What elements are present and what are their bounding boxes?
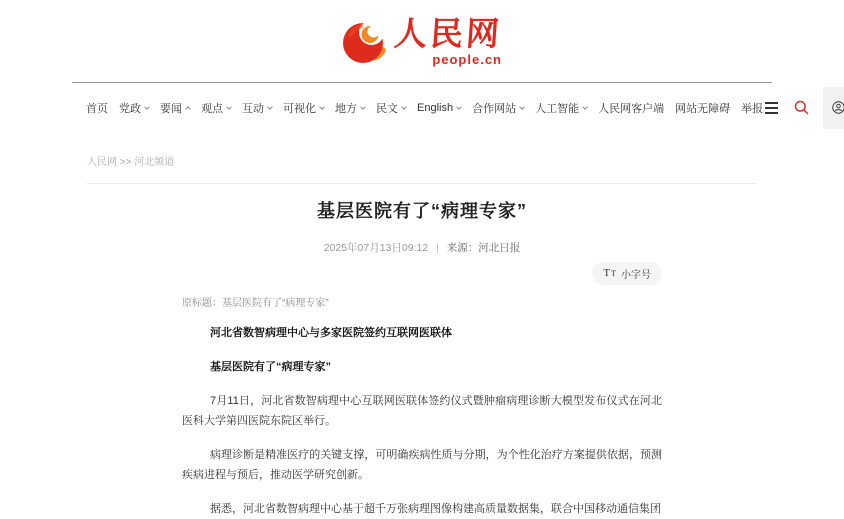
article-subtitle: 基层医院有了“病理专家” — [210, 361, 331, 373]
chevron-down-icon — [456, 104, 462, 110]
nav-items — [86, 100, 763, 116]
chevron-down-icon — [360, 104, 366, 110]
login-button[interactable] — [823, 87, 844, 129]
nav-item-label: 人工智能 — [535, 102, 580, 115]
nav-item-label: 要闻 — [160, 102, 182, 115]
nav-item-hezuowangzhan[interactable] — [472, 100, 524, 116]
chevron-down-icon — [582, 104, 588, 110]
chevron-down-icon — [144, 104, 150, 110]
site-logo[interactable] — [342, 14, 504, 67]
nav-item-minwen[interactable] — [376, 100, 406, 116]
breadcrumb-bar — [72, 132, 772, 183]
article-date: 2025年07月13日09:12 — [323, 242, 429, 254]
nav-item-yaowen[interactable] — [160, 100, 190, 116]
nav-item-label: 观点 — [201, 102, 223, 115]
article-subtitle: 河北省数智病理中心与多家医院签约互联网医联体 — [210, 327, 452, 339]
nav-item-label: 人民网客户端 — [598, 102, 665, 115]
nav-item-label: 民文 — [376, 102, 398, 115]
person-circle-icon — [832, 101, 844, 114]
font-size-icon: T — [603, 267, 611, 279]
nav-item-report[interactable] — [741, 100, 763, 116]
logo-cn-text: 人民网 — [392, 14, 504, 52]
article-toolbar — [182, 262, 662, 285]
source-label: 来源： — [446, 242, 479, 254]
divider — [87, 183, 757, 184]
chevron-down-icon — [319, 104, 325, 110]
article-title: 基层医院有了“病理专家” — [317, 201, 527, 221]
nav-item-label: English — [417, 101, 454, 114]
nav-item-label: 党政 — [119, 102, 141, 115]
font-size-label: 小字号 — [621, 270, 651, 281]
chevron-down-icon — [226, 104, 232, 110]
nav-item-label: 可视化 — [283, 102, 316, 115]
chevron-down-icon — [519, 104, 525, 110]
font-size-icon-small: T — [611, 268, 616, 278]
nav-right-tools — [763, 87, 844, 129]
article-paragraph: 病理诊断是精准医疗的关键支撑，可明确疾病性质与分期，为个性化治疗方案提供依据，预测疾病进程与预后，推动医学研究创新。 — [182, 449, 662, 481]
article-paragraph: 7月11日，河北省数智病理中心互联网医联体签约仪式暨肿瘤病理诊断大模型发布仪式在河北医科大学第四医院东院区举行。 — [182, 395, 662, 427]
nav-item-hudong[interactable] — [242, 100, 272, 116]
search-icon[interactable] — [794, 100, 809, 115]
nav-item-difang[interactable] — [335, 100, 365, 116]
chevron-up-icon — [185, 106, 191, 112]
logo-text — [392, 14, 504, 67]
font-size-button[interactable] — [592, 262, 662, 285]
nav-item-english[interactable] — [417, 102, 461, 114]
nav-item-label: 网站无障碍 — [675, 102, 731, 115]
nav-item-guandian[interactable] — [201, 100, 231, 116]
article-meta — [182, 240, 662, 255]
original-title: 原标题：基层医院有了“病理专家” — [182, 298, 329, 309]
chevron-down-icon — [267, 104, 273, 110]
source-link[interactable]: 河北日报 — [478, 242, 521, 254]
nav-item-label: 合作网站 — [472, 102, 517, 115]
article — [182, 199, 662, 519]
breadcrumb[interactable]: 人民网 >> 河北频道 — [87, 157, 175, 168]
nav-item-accessibility[interactable] — [675, 100, 730, 116]
nav-item-home[interactable] — [86, 100, 108, 116]
nav-item-label: 举报 — [741, 102, 764, 115]
chevron-down-icon — [401, 104, 407, 110]
logo-swirl-icon — [342, 17, 388, 65]
page — [72, 0, 772, 515]
nav-item-app-client[interactable] — [598, 100, 664, 116]
meta-separator: | — [436, 242, 439, 254]
main-navbar — [72, 82, 772, 132]
site-header — [72, 0, 772, 82]
nav-item-label: 首页 — [86, 102, 108, 115]
nav-item-label: 地方 — [335, 102, 357, 115]
article-paragraph: 据悉，河北省数智病理中心基于超千万张病理图像构建高质量数据集，联合中国移动通信集团 — [210, 503, 661, 515]
nav-item-label: 互动 — [242, 102, 264, 115]
logo-en-text: people.cn — [432, 51, 502, 67]
nav-item-keshihua[interactable] — [283, 100, 324, 116]
nav-item-rengongzhineng[interactable] — [535, 100, 587, 116]
nav-item-dangzheng[interactable] — [119, 100, 149, 116]
menu-icon[interactable] — [763, 100, 780, 116]
